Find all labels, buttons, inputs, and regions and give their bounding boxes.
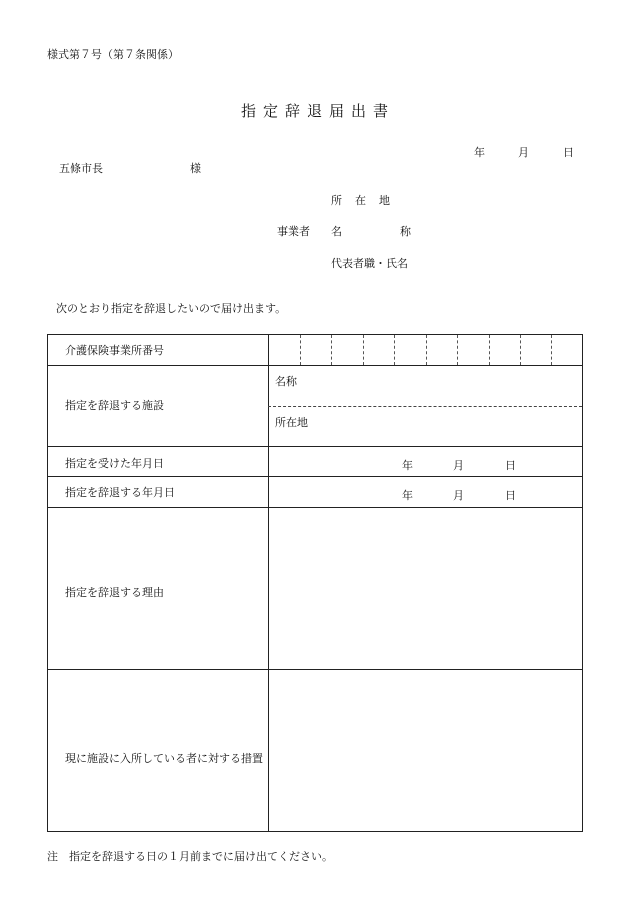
facility-address-label: 所在地 bbox=[275, 416, 308, 429]
reason-label: 指定を辞退する理由 bbox=[65, 586, 164, 599]
digit-box-divider bbox=[551, 335, 552, 365]
withdrawal-form-table bbox=[47, 334, 583, 832]
document-title: 指定辞退届出書 bbox=[241, 102, 396, 120]
row-divider bbox=[48, 507, 582, 508]
designation-date-month: 月 bbox=[453, 459, 464, 472]
withdrawal-date-year: 年 bbox=[402, 489, 413, 502]
applicant-name-label-2: 称 bbox=[400, 225, 411, 238]
facility-name-label: 名称 bbox=[275, 375, 297, 388]
addressee-name: 五條市長 bbox=[59, 162, 103, 175]
applicant-label: 事業者 bbox=[277, 225, 310, 238]
form-number: 様式第７号（第７条関係） bbox=[47, 48, 179, 61]
applicant-name-label-1: 名 bbox=[331, 225, 342, 238]
row-divider bbox=[48, 446, 582, 447]
digit-box-divider bbox=[300, 335, 301, 365]
digit-box-divider bbox=[331, 335, 332, 365]
column-divider bbox=[268, 335, 269, 831]
footnote: 注 指定を辞退する日の１月前までに届け出てください。 bbox=[47, 850, 333, 863]
digit-box-divider bbox=[520, 335, 521, 365]
row-divider bbox=[48, 476, 582, 477]
withdrawal-date-day: 日 bbox=[505, 489, 516, 502]
designation-date-label: 指定を受けた年月日 bbox=[65, 457, 164, 470]
header-date-month: 月 bbox=[518, 146, 529, 159]
office-number-label: 介護保険事業所番号 bbox=[65, 344, 164, 357]
withdrawal-date-label: 指定を辞退する年月日 bbox=[65, 486, 175, 499]
header-date-day: 日 bbox=[563, 146, 574, 159]
facility-separator bbox=[268, 406, 582, 407]
digit-box-divider bbox=[363, 335, 364, 365]
header-date-year: 年 bbox=[474, 146, 485, 159]
digit-box-divider bbox=[489, 335, 490, 365]
row-divider bbox=[48, 365, 582, 366]
applicant-representative-label: 代表者職・氏名 bbox=[331, 257, 408, 270]
applicant-location-label: 所在地 bbox=[331, 194, 403, 207]
facility-label: 指定を辞退する施設 bbox=[65, 399, 164, 412]
addressee-honorific: 様 bbox=[190, 162, 201, 175]
withdrawal-date-month: 月 bbox=[453, 489, 464, 502]
intro-text: 次のとおり指定を辞退したいので届け出ます。 bbox=[56, 302, 287, 315]
measures-label: 現に施設に入所している者に対する措置 bbox=[65, 752, 263, 765]
row-divider bbox=[48, 669, 582, 670]
designation-date-day: 日 bbox=[505, 459, 516, 472]
digit-box-divider bbox=[457, 335, 458, 365]
designation-date-year: 年 bbox=[402, 459, 413, 472]
digit-box-divider bbox=[394, 335, 395, 365]
digit-box-divider bbox=[426, 335, 427, 365]
